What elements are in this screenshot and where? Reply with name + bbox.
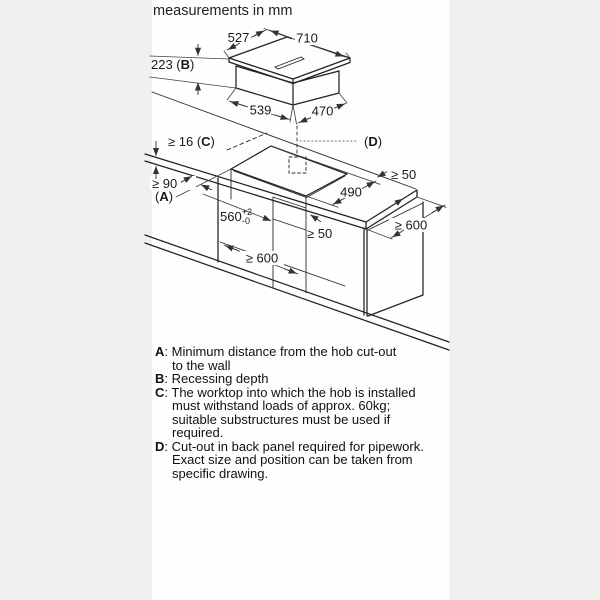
legend-item-B: B: Recessing depth xyxy=(155,371,269,386)
dim-cutout-depth-label: 490 xyxy=(340,184,362,200)
legend-item-C: C: The worktop into which the hob is installed must withstand loads of approx. 60kg; suitable substructures must be used if required. xyxy=(155,384,416,440)
legend-item-D: D: Cut-out in back panel required for pipework. Exact size and position can be taken from specific drawing. xyxy=(155,438,424,481)
dim-wall-clearance-key: (A) xyxy=(155,189,174,204)
dim-body-width-label: 539 xyxy=(249,102,272,118)
dim-recess-depth-label: 223 (B) xyxy=(151,57,195,72)
dim-body-depth-label: 470 xyxy=(311,103,334,119)
dim-hob-width-label: 710 xyxy=(296,30,318,46)
worktop-edges xyxy=(145,154,417,229)
dim-wall-clearance-label: ≥ 90 xyxy=(152,176,178,191)
drawing-title: measurements in mm xyxy=(153,3,293,19)
dim-depth-right-label: ≥ 600 xyxy=(394,217,428,233)
dim-pipework-key: (D) xyxy=(364,134,383,149)
pipework-cutout xyxy=(289,157,306,173)
legend-item-A: A: Minimum distance from the hob cut-out to the wall xyxy=(155,344,397,373)
dim-hob-depth-label: 527 xyxy=(227,30,250,45)
dim-side-clearance-label: ≥ 50 xyxy=(391,167,417,182)
hob-3d-view xyxy=(229,37,350,105)
worktop-cut-line xyxy=(227,133,267,150)
dim-cutout-width-label: $560^{+2}$ -0 xyxy=(220,207,252,226)
dim-worktop-thickness-label: ≥ 16 (C) xyxy=(168,134,215,149)
base-cabinet xyxy=(145,169,449,350)
legend xyxy=(155,345,447,480)
dim-front-clearance-label: ≥ 50 xyxy=(307,226,333,241)
dim-depth-bottom-label: ≥ 600 xyxy=(245,250,279,266)
